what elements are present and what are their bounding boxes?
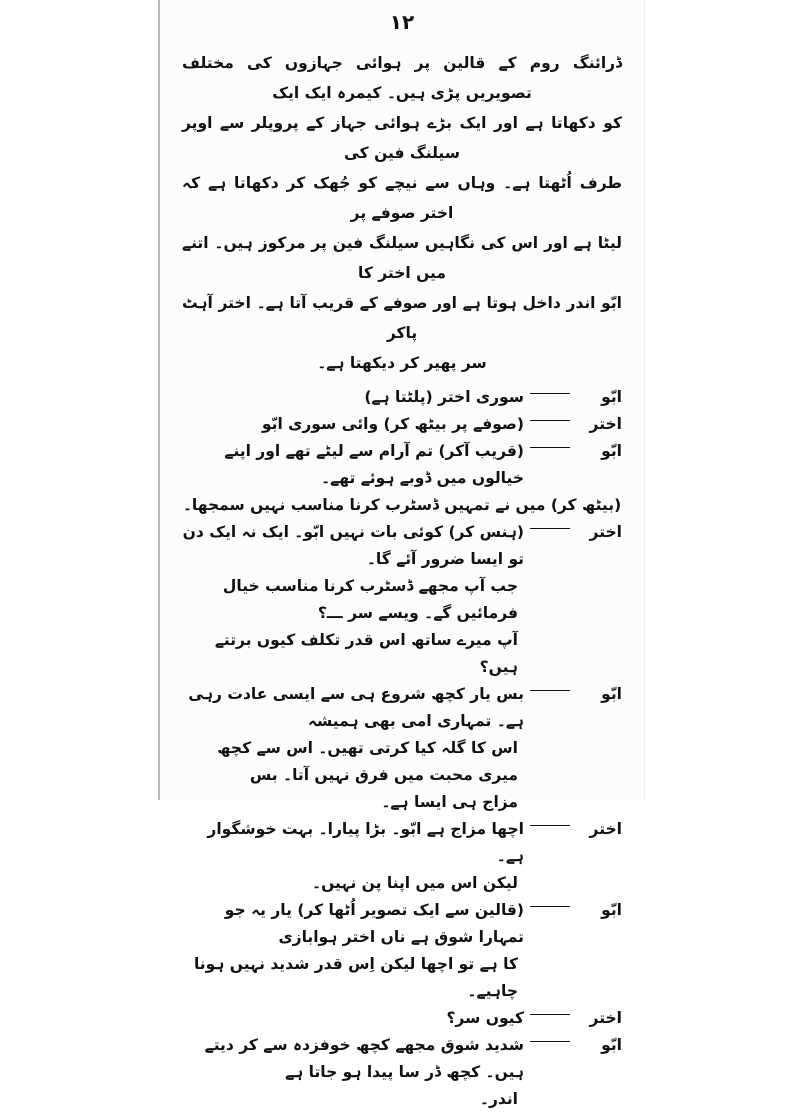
dialogue-text: اچھا مزاج ہے ابّو۔ بڑا پیارا۔ بہت خوشگوار ہے۔	[207, 820, 524, 865]
book-page	[158, 0, 645, 1108]
dialogue-entry	[182, 384, 622, 411]
speaker-name: ابّو	[601, 685, 622, 703]
dialogue-entry	[182, 519, 622, 681]
speaker-name: ابّو	[601, 1036, 622, 1054]
paragraph-line: کو دکھاتا ہے اور ایک بڑے ہوائی جہاز کے پروپلر سے اوپر سیلنگ فین کی	[182, 114, 622, 162]
speaker-name: اختر	[589, 415, 622, 433]
dialogue-text: (ہنس کر) کوئی بات نہیں ابّو۔ ایک نہ ایک دن تو ایسا ضرور آئے گا۔	[182, 523, 524, 568]
dialogue-entry	[182, 681, 622, 816]
speaker-name: اختر	[589, 820, 622, 838]
dash-separator	[530, 825, 570, 826]
dialogue-text: کیوں سر؟	[446, 1009, 524, 1027]
stage-direction-paragraph	[182, 48, 622, 378]
dialogue-text: (قریب آکر) تم آرام سے لیٹے تھے اور اپنے خیالوں میں ڈوبے ہوئے تھے۔	[224, 442, 524, 487]
dash-separator	[530, 1041, 570, 1042]
speaker-name: ابّو	[601, 901, 622, 919]
dialogue-text: (صوفے پر بیٹھ کر) وائی سوری ابّو	[261, 415, 524, 433]
dialogue-text: بس یار کچھ شروع ہی سے ایسی عادت رہی ہے۔ تمہاری امی بھی ہمیشہ	[188, 685, 524, 730]
paragraph-line: طرف اُٹھتا ہے۔ وہاں سے نیچے کو جُھک کر دکھاتا ہے کہ اختر صوفے پر	[182, 174, 622, 222]
dash-separator	[530, 528, 570, 529]
dialogue-continuation: (بیٹھ کر) میں نے تمہیں ڈسٹرب کرنا مناسب نہیں سمجھا۔	[182, 496, 622, 514]
dialogue-continuation: اندر۔	[479, 1090, 518, 1108]
page-body	[182, 48, 622, 1113]
speaker-name: اختر	[589, 523, 622, 541]
dash-separator	[530, 447, 570, 448]
dialogue-continuation: لیکن اس میں اپنا پن نہیں۔	[312, 874, 518, 892]
dialogue-entry	[182, 438, 622, 519]
dialogue-entry	[182, 1032, 622, 1113]
page-number: ۱۲	[389, 10, 415, 34]
dialogue-continuation: کا ہے تو اچھا لیکن اِس قدر شدید نہیں ہونا چاہیے۔	[193, 955, 518, 1000]
dialogue-continuation: آپ میرے ساتھ اس قدر تکلف کیوں برتتے ہیں؟	[214, 631, 518, 676]
speaker-name: اختر	[589, 1009, 622, 1027]
dash-separator	[530, 420, 570, 421]
dialogue-entry	[182, 816, 622, 897]
dialogue-text: (قالین سے ایک تصویر اُٹھا کر) یار یہ جو تمہارا شوق ہے ناں اختر ہوابازی	[224, 901, 524, 946]
dialogue-entry	[182, 1005, 622, 1032]
dialogue-continuation: جب آپ مجھے ڈسٹرب کرنا مناسب خیال فرمائیں گے۔ ویسے سر ـــ؟	[222, 577, 518, 622]
dash-separator	[530, 1014, 570, 1015]
speaker-name: ابّو	[601, 442, 622, 460]
dialogue-text: سوری اختر (پلٹتا ہے)	[364, 388, 524, 406]
dash-separator	[530, 690, 570, 691]
dialogue	[182, 384, 622, 1113]
paragraph-line: لیٹا ہے اور اس کی نگاہیں سیلنگ فین پر مرکوز ہیں۔ اتنے میں اختر کا	[182, 234, 622, 282]
dialogue-continuation: اس کا گلہ کیا کرتی تھیں۔ اس سے کچھ میری محبت میں فرق نہیں آتا۔ بس	[217, 739, 518, 784]
dialogue-entry	[182, 897, 622, 1005]
dialogue-continuation: مزاج ہی ایسا ہے۔	[381, 793, 518, 811]
paragraph-line: سر پھیر کر دیکھتا ہے۔	[317, 354, 487, 372]
dash-separator	[530, 906, 570, 907]
dialogue-text: شدید شوق مجھے کچھ خوفزدہ سے کر دیتے ہیں۔ کچھ ڈر سا پیدا ہو جاتا ہے	[204, 1036, 524, 1081]
dash-separator	[530, 393, 570, 394]
dialogue-entry	[182, 411, 622, 438]
speaker-name: ابّو	[601, 388, 622, 406]
paragraph-line: ابّو اندر داخل ہوتا ہے اور صوفے کے قریب آتا ہے۔ اختر آہٹ پاکر	[182, 294, 622, 342]
paragraph-line: ڈرائنگ روم کے قالین پر ہوائی جہازوں کی مختلف تصویریں پڑی ہیں۔ کیمرہ ایک ایک	[182, 54, 622, 102]
